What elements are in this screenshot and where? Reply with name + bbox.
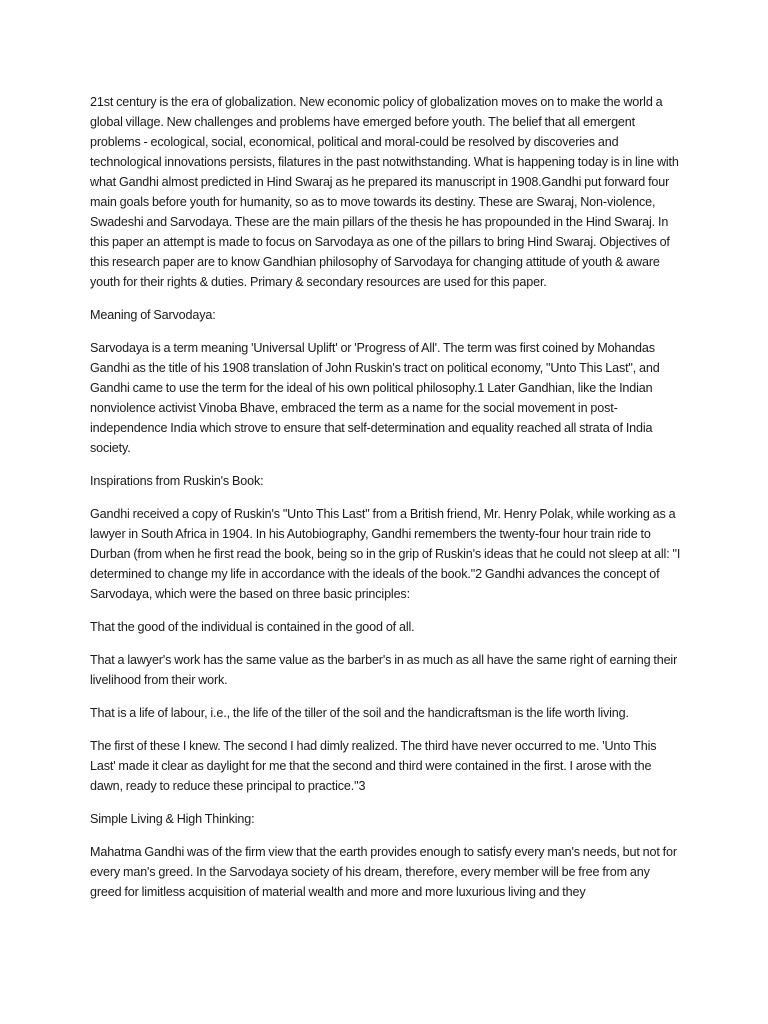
meaning-paragraph: Sarvodaya is a term meaning 'Universal Uplift' or 'Progress of All'. The term was first coined by Mohandas Gandhi as the title of his 1908 translation of John Ruskin's tract on political economy, "Unto This Last", and Gandhi came to use the term for the ideal of his own political philosophy.1 Later Gandhian, like the Indian nonviolence activist Vinoba Bhave, embraced the term as a name for the social movement in post-independence India which strove to ensure that self-determination and equality reached all strata of India society. <box>90 341 660 455</box>
principle-two-paragraph: That a lawyer's work has the same value as the barber's in as much as all have the same right of earning their livelihood from their work. <box>90 653 678 687</box>
section-heading-inspirations: Inspirations from Ruskin's Book: <box>90 474 264 488</box>
section-heading-simple-living: Simple Living & High Thinking: <box>90 812 255 826</box>
principle-three-paragraph: That is a life of labour, i.e., the life of the tiller of the soil and the handicraftsman is the life worth living. <box>90 706 629 720</box>
inspirations-paragraph: Gandhi received a copy of Ruskin's "Unto This Last" from a British friend, Mr. Henry Polak, while working as a lawyer in South Africa in 1904. In his Autobiography, Gandhi remembers the twenty-four hour train ride to Durban (from when he first read the book, being so in the grip of Ruskin's ideas that he could not sleep at all: "I determined to change my life in accordance with the ideals of the book."2 Gandhi advances the concept of Sarvodaya, which were the based on three basic principles: <box>90 507 681 601</box>
principle-one-paragraph: That the good of the individual is contained in the good of all. <box>90 620 415 634</box>
document-page <box>90 92 682 915</box>
simple-living-paragraph: Mahatma Gandhi was of the firm view that the earth provides enough to satisfy every man's needs, but not for every man's greed. In the Sarvodaya society of his dream, therefore, every member will be free from any greed for limitless acquisition of material wealth and more and more luxurious living and they <box>90 845 677 899</box>
quote-paragraph: The first of these I knew. The second I had dimly realized. The third have never occurred to me. 'Unto This Last' made it clear as daylight for me that the second and third were contained in the first. I arose with the dawn, ready to reduce these principal to practice."3 <box>90 739 657 793</box>
intro-paragraph: 21st century is the era of globalization. New economic policy of globalization moves on to make the world a global village. New challenges and problems have emerged before youth. The belief that all emergent problems - ecological, social, economical, political and moral-could be resolved by discoveries and technological innovations persists, filatures in the past notwithstanding. What is happening today is in line with what Gandhi almost predicted in Hind Swaraj as he prepared its manuscript in 1908.Gandhi put forward four main goals before youth for humanity, so as to move towards its destiny. These are Swaraj, Non-violence, Swadeshi and Sarvodaya. These are the main pillars of the thesis he has propounded in the Hind Swaraj. In this paper an attempt is made to focus on Sarvodaya as one of the pillars to bring Hind Swaraj. Objectives of this research paper are to know Gandhian philosophy of Sarvodaya for changing attitude of youth & aware youth for their rights & duties. Primary & secondary resources are used for this paper. <box>90 95 679 289</box>
section-heading-meaning-of-sarvodaya: Meaning of Sarvodaya: <box>90 308 216 322</box>
